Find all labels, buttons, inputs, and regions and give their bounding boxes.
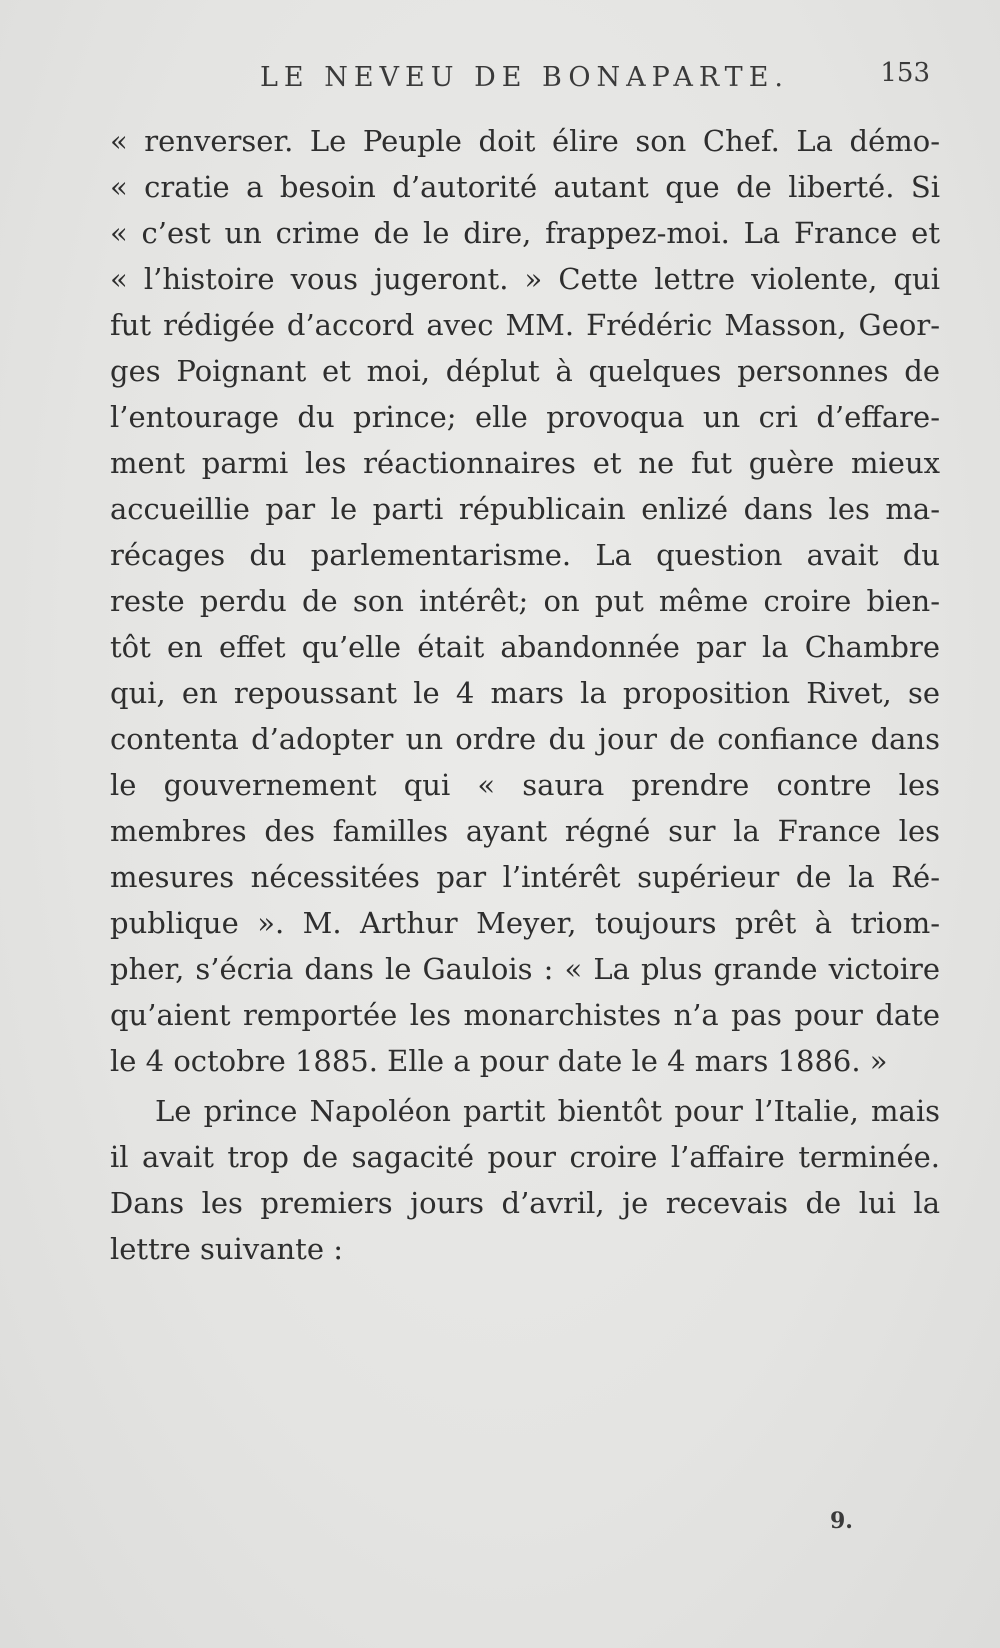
text-line: fut rédigée d’accord avec MM. Frédéric Masson, Geor- bbox=[110, 308, 940, 342]
text-line: qu’aient remportée les monarchistes n’a pas pour date bbox=[110, 998, 940, 1032]
text-line: tôt en effet qu’elle était abandonnée par la Chambre bbox=[110, 630, 940, 664]
text-line: Le prince Napoléon partit bientôt pour l’Italie, mais bbox=[155, 1094, 940, 1128]
text-line: « c’est un crime de le dire, frappez-moi. La France et bbox=[110, 216, 940, 250]
text-line: l’entourage du prince; elle provoqua un cri d’effare- bbox=[110, 400, 940, 434]
text-line: « renverser. Le Peuple doit élire son Chef. La démo- bbox=[110, 124, 940, 158]
page-number: 153 bbox=[880, 58, 930, 88]
text-line: « l’histoire vous jugeront. » Cette lettre violente, qui bbox=[110, 262, 940, 296]
text-line: lettre suivante : bbox=[110, 1232, 343, 1266]
text-line: ges Poignant et moi, déplut à quelques personnes de bbox=[110, 354, 940, 388]
text-line: le gouvernement qui « saura prendre contre les bbox=[110, 768, 940, 802]
signature-mark: 9. bbox=[830, 1508, 853, 1534]
running-title: LE NEVEU DE BONAPARTE. bbox=[260, 62, 789, 93]
text-line: Dans les premiers jours d’avril, je recevais de lui la bbox=[110, 1186, 940, 1220]
text-line: qui, en repoussant le 4 mars la proposition Rivet, se bbox=[110, 676, 940, 710]
text-line: accueillie par le parti républicain enlizé dans les ma- bbox=[110, 492, 940, 526]
text-line: mesures nécessitées par l’intérêt supérieur de la Ré- bbox=[110, 860, 940, 894]
text-line: « cratie a besoin d’autorité autant que de liberté. Si bbox=[110, 170, 940, 204]
text-line: contenta d’adopter un ordre du jour de confiance dans bbox=[110, 722, 940, 756]
text-line: reste perdu de son intérêt; on put même croire bien- bbox=[110, 584, 940, 618]
text-line: il avait trop de sagacité pour croire l’affaire terminée. bbox=[110, 1140, 940, 1174]
text-line: membres des familles ayant régné sur la France les bbox=[110, 814, 940, 848]
text-line: publique ». M. Arthur Meyer, toujours prêt à triom- bbox=[110, 906, 940, 940]
text-line: le 4 octobre 1885. Elle a pour date le 4 mars 1886. » bbox=[110, 1044, 888, 1078]
text-line: pher, s’écria dans le Gaulois : « La plus grande victoire bbox=[110, 952, 940, 986]
running-head bbox=[110, 58, 930, 102]
text-line: ment parmi les réactionnaires et ne fut guère mieux bbox=[110, 446, 940, 480]
text-line: récages du parlementarisme. La question avait du bbox=[110, 538, 940, 572]
